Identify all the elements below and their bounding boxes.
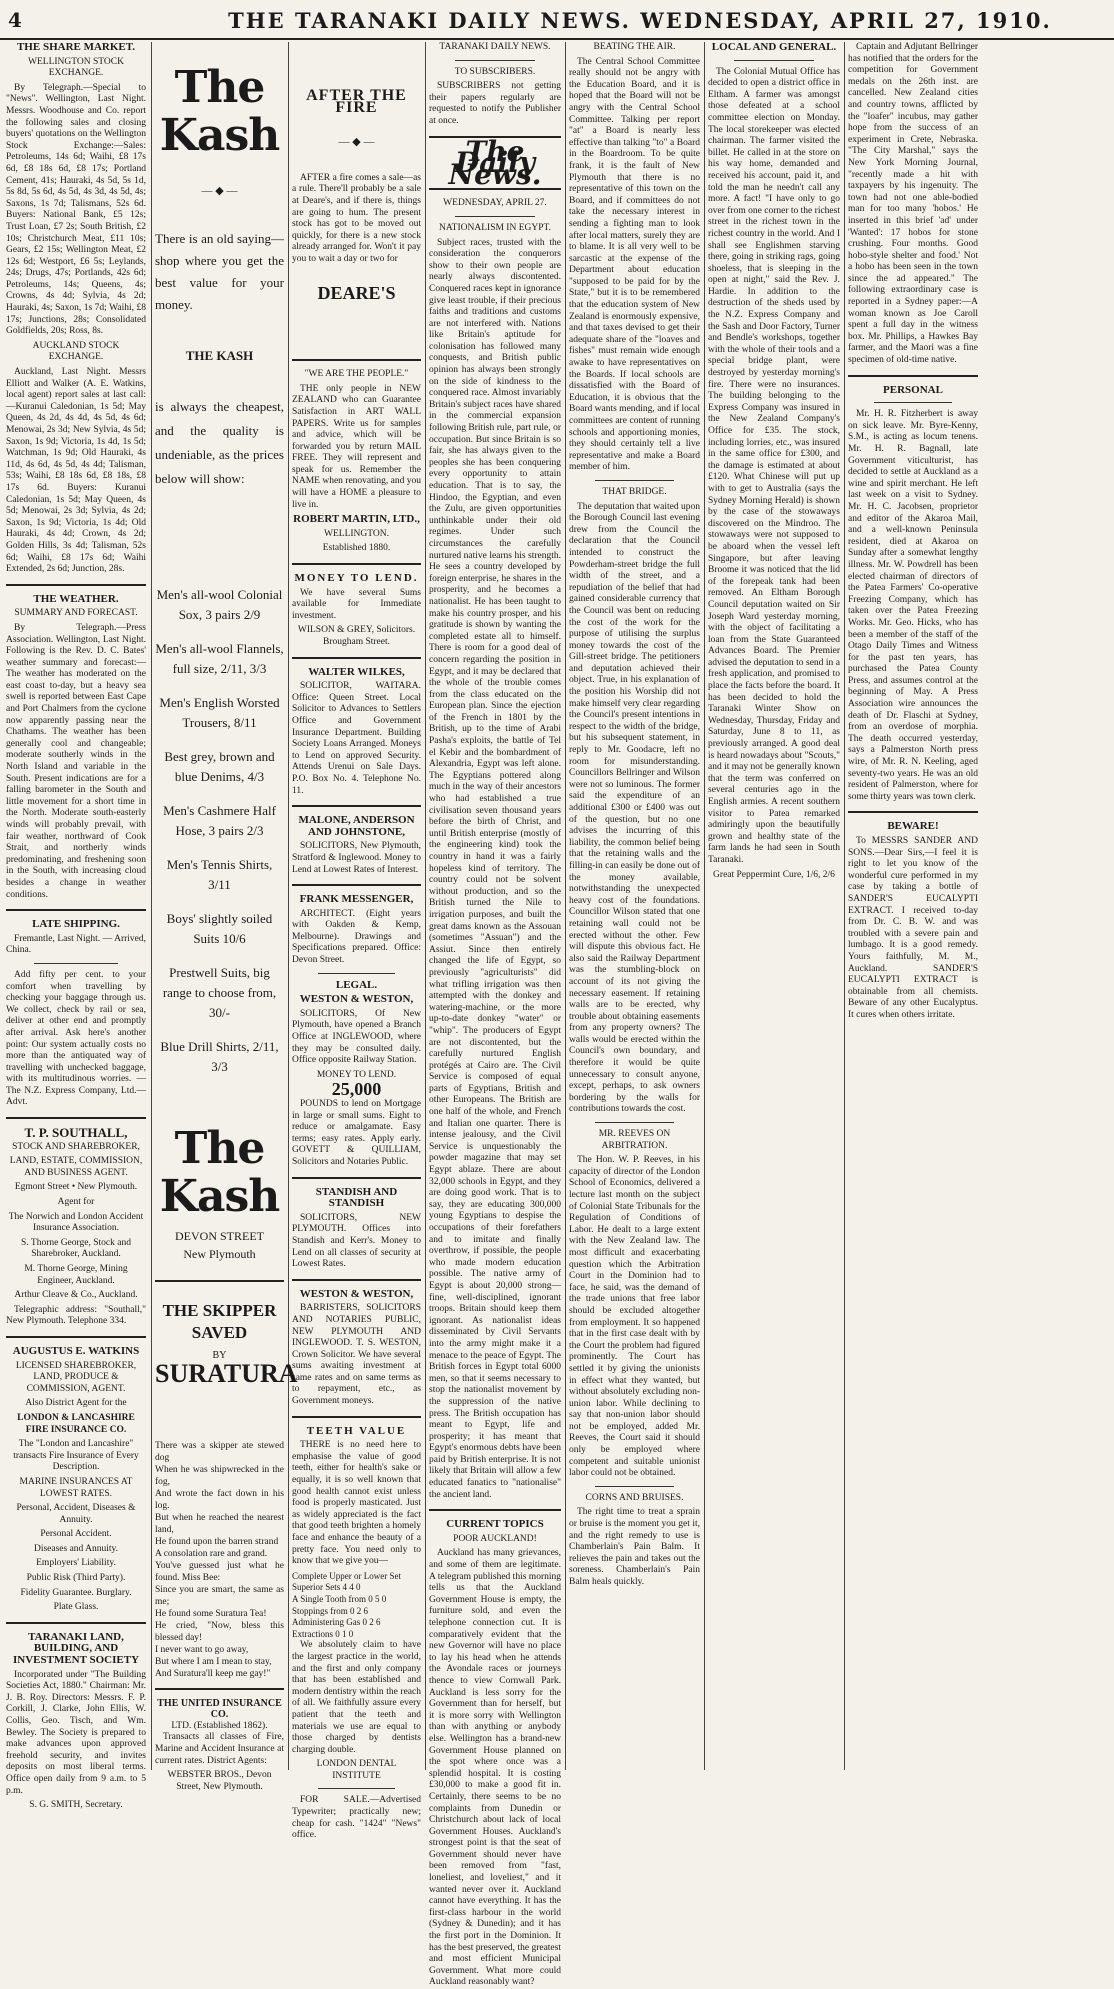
poor-auckland-heading: POOR AUCKLAND! [453, 1533, 537, 1544]
watkins-line: LONDON & LANCASHIRE FIRE INSURANCE CO. [17, 1412, 135, 1435]
teeth-price-list [292, 1571, 421, 1641]
share-market-heading: THE SHARE MARKET. [16, 41, 136, 53]
poem-line: And wrote the fact down in his log. [155, 1488, 284, 1511]
reeves-heading: MR. REEVES ON ARBITRATION. [598, 1129, 671, 1151]
united-text: Transacts all classes of Fire, Marine and Accident Insurance at current rates. District Agents: [155, 1732, 284, 1766]
standish-text: SOLICITORS, NEW PLYMOUTH. Offices into Standish and Kerr's. Money to Lend on all classes of security at Lowest Rates. [292, 1212, 421, 1270]
skipper-heading: THE SKIPPER SAVED [162, 1301, 277, 1343]
price-item: Men's English Worsted Trousers, 8/11 [159, 695, 280, 731]
teeth-price-row: Superior Sets 4 4 0 [292, 1582, 361, 1593]
money2-text: POUNDS to lend on Mortgage in large or small sums. Eight to reduce or amalgamate. Easy terms; easy rates. Apply early. GOVETT & QUILLIAM, Solicitors and Notaries Public. [292, 1099, 421, 1167]
teeth-price-row: Complete Upper or Lower Set [292, 1570, 401, 1581]
telegraphic-address: Telegraphic address: "Southall," New Plymouth. Telephone 334. [6, 1304, 146, 1327]
suratura-brand: SURATURA [155, 1358, 298, 1388]
southall-address: Egmont Street • New Plymouth. [14, 1182, 138, 1193]
wilkes-heading: WALTER WILKES, [308, 665, 405, 678]
watkins-line: Also District Agent for the [25, 1398, 127, 1409]
current-topics-heading: CURRENT TOPICS [446, 1518, 544, 1531]
column-share-market [6, 41, 146, 1811]
malone-heading: MALONE, ANDERSON AND JOHNSTONE, [298, 814, 415, 838]
bridge-text: The deputation that waited upon the Borough Council last evening drew from the Council the declaration that the Council intended to construct the Powderham-street bridge the full width of the street, and a repudiation of the belief that had gained considerable currency that the Council was bent on reducing the cost of the work for the purpose of utilising the surplus money towards the cost of the Gill-street bridge. The petitioners and deputation achieved their object. True, in his explanation of the position his Worship did not make himself very clear regarding the Council's present intentions in respect to the width of the bridge, but his subsequent statement, in reply to Mr. Goodacre, left no room for misunderstanding. Councillors Bellringer and Wilson were not so luminous. The former said the expenditure of an additional £300 or £400 was out of the question, but no one advises the incurring of this liability, the common belief being that the retaining walls and the filling-in can easily be done out of the money available, notwithstanding the unexpected heavy cost of the foundations. Councillor Wilson stated that one retaining wall could not be erected without the other. Few will dispute this obvious fact. He also said the Railway Department was the stumbling-block on account of its not giving the necessary easement. If retaining walls are to be erected, why trouble about obtaining easements from any property owners? The walls would be erected within the Council's own boundary, and therefore it would be quite unnecessary to consult anyone, except, perhaps, to ask owners bordering by the walls for contributions towards the cost. [569, 501, 700, 1115]
webster-bros: WEBSTER BROS., Devon Street, New Plymouth. [167, 1770, 272, 1792]
to-subscribers: TO SUBSCRIBERS. [454, 66, 536, 77]
wellington-heading: WELLINGTON STOCK EXCHANGE. [28, 56, 124, 79]
money-text: We have several Sums available for Immediate investment. [292, 587, 421, 621]
auckland-heading: AUCKLAND STOCK EXCHANGE. [32, 340, 120, 363]
martin-city: WELLINGTON. [324, 528, 389, 539]
local-general-heading: LOCAL AND GENERAL. [711, 41, 837, 53]
poem-line: He found upon the barren strand [155, 1536, 279, 1547]
agent-for: Agent for [57, 1197, 95, 1208]
teeth-price-row: A Single Tooth from 0 5 0 [292, 1593, 387, 1604]
bridge-heading: THAT BRIDGE. [602, 486, 667, 497]
frank-text: ARCHITECT. (Eight years with Oakden & Kemp, Melbourne). Drawings and Specifications prepared. Office: Devon Street. [292, 908, 421, 966]
poem-line: He found some Suratura Tea! [155, 1608, 267, 1619]
frank-heading: FRANK MESSENGER, [299, 893, 414, 906]
taranaki-building-text: Incorporated under "The Building Societies Act, 1880." Chairman: Mr. J. B. Roy. Directors: Messrs. F. P. Corkill, J. Clarke, John Ellis, W. Collis, Geo. Tisch, and Wm. Bewley. The Society is prepared to make advances upon approved freehold security, and invites deposits on most liberal terms. Office open daily from 9 a.m. to 5 p.m. [6, 1669, 146, 1796]
local-general-text: The Colonial Mutual Office has decided to open a district office in Eltham. A farmer was amongst those defeated at a school committee election on Monday. The local storekeeper was elected chairman. The farmer visited the billet. He called in at the store on his way home, demanded and received his account, paid it, and told the man he needn't call any more. A fact! "I have only to go over from one corner to the richest street in the richest town in the richest country in the world. And I shall see Englishmen starving there, going in striking rags, going shoeless, that is sleeping in the open at night," said the Rev. J. Hardie. In addition to the destruction of the sheds used by the N.Z. Express Company and the Sash and Door Factory, Turner and Bendle's workshops, together with the whole of their tools and a special bridge plant, were destroyed by yesterday morning's fire. There were no insurances. The building belonging to the Express Company was insured in the New Zealand Company's Office for £35. The stock, including lorries, etc., was insured in the same office for £300, and the damage is estimated at about £120. What Chinese will put up with to get to Australia (says the Sydney Morning Herald) is shown by the case of the stowaways discovered on the Mindroo. The stowaways were not supposed to be aboard when the vessel left Singapore, but after leaving Broome it was noticed that the lid of the forepeak tank had been removed. An Eltham Borough Council deputation waited on Sir Joseph Ward yesterday morning, with the object of facilitating a loan from the State Guaranteed Advances Board. The Premier advised the deputation to send in a fresh application, and promised to place the facts before the board. It has been decided to hold the Taranaki Winter Show on Wednesday, Thursday, Friday and Saturday, June 8 to 11, as previously arranged. A good deal is heard nowadays about "Scouts," and it may not be generally known that the term was conferred on several centuries ago in the English armies. A recent southern visitor to Patea remarked admiringly upon the beautifully grown and healthy state of the farm lands he had seen in South Taranaki. [708, 66, 840, 865]
price-item: Blue Drill Shirts, 2/11, 3/3 [160, 1039, 279, 1075]
column-rule [151, 42, 152, 1770]
agency: M. Thorne George, Mining Engineer, Auckland. [24, 1264, 128, 1286]
poem-line: He cried, "Now, bless this blessed day! [155, 1620, 284, 1643]
united-insurance: THE UNITED INSURANCE CO. [157, 1697, 282, 1721]
watkins-item: Employers' Liability. [36, 1558, 116, 1569]
subscribers-text: SUBSCRIBERS not getting their papers regularly are requested to notify the Publisher at once. [429, 81, 561, 126]
united-sub: LTD. (Established 1862). [171, 1720, 268, 1731]
money2-heading: MONEY TO LEND. [316, 1069, 397, 1080]
agency: The Norwich and London Accident Insurance Association. [8, 1211, 144, 1234]
weston-text: SOLICITORS, Of New Plymouth, have opened a Branch Office at INGLEWOOD, where they may be consulted daily. Office opposite Railway Station. [292, 1008, 421, 1066]
watkins-name: AUGUSTUS E. WATKINS [12, 1344, 140, 1357]
wellington-report: By Telegraph.—Special to "News". Wellington, Last Night. Messrs. Woodhouse and Co. report the following sales and closing buyers' quotations on the Wellington Stock Exchange:—Sales: Petroleums, 14s 6d; Waihi, £8 17s 6d, £8 18s 6d, £8 17s; Portland Cement, 41s; Hauraki, 4s 5d, 5s 1d, 5s 8d, 5s 6d, 4s 5d, 4s 3d, 4s 5d, 4s; Saxons, 1s 7d; Talismans, 52s 6d. Buyers: National Bank, £5 12s; Trust Loan, £7 2s; South British, £2 10s; Christchurch Meat, £11 10s; Gears, £2 15s; Wellington Meat, £2 12s 6d; Westport, £6 5s; Leylands, 24s; Drugs, 47s; Portlands, 42s 6d; Petroleums, 14s; Queens, 4s; Crowns, 4s 4d; Sylvia, 4s 2d; Hauraki, 4s; Saxon, 1s 7d; Waihi, £8 17s; Junctions, 28s; Consolidated Goldfields, 20s; Ross, 8s. [6, 82, 146, 337]
poem-line: When he was shipwrecked in the fog, [155, 1464, 284, 1487]
martin-name: ROBERT MARTIN, LTD., [293, 513, 420, 526]
weather-heading: THE WEATHER. [33, 592, 119, 605]
personal-heading: PERSONAL [883, 383, 943, 396]
people-text: THE only people in NEW ZEALAND who can Guarantee Satisfaction in ART WALL PAPERS. Write us for samples and advice, which will be forwarded you by return MAIL FREE. They will represent and speak for us. Remember the NAME when renovating, and you will have a HOME a pleasure to live in. [292, 383, 422, 510]
watkins-item: Personal Accident. [40, 1529, 112, 1540]
weston2-text: BARRISTERS, SOLICITORS AND NOTARIES PUBLIC, NEW PLYMOUTH AND INGLEWOOD. T. S. WESTON, Crown Solicitor. We have several sums awaiting investment at same rates and on same terms as to repayment, etc., as Government moneys. [292, 1303, 421, 1407]
daily-news-masthead: The Daily News. [448, 134, 542, 191]
beating-heading: BEATING THE AIR. [593, 42, 676, 52]
poem-line: But when he reached the nearest land, [155, 1512, 284, 1535]
poem-line: There was a skipper ate stewed dog [155, 1440, 284, 1463]
price-item: Boys' slightly soiled Suits 10/6 [166, 911, 273, 947]
cheapest-text: is always the cheapest, and the quality is undeniable, as the prices below will show: [155, 399, 284, 487]
price-item: Men's Cashmere Half Hose, 3 pairs 2/3 [163, 803, 276, 839]
page-number: 4 [8, 8, 22, 32]
legal-heading: LEGAL. [335, 978, 378, 991]
price-item: Prestwell Suits, big range to choose from, 30/- [162, 965, 277, 1021]
standish-heading: STANDISH AND STANDISH [315, 1185, 398, 1210]
malone-text: SOLICITORS, New Plymouth, Stratford & Inglewood. Money to Lend at Lowest Rates of Interest. [292, 841, 421, 875]
old-saying: There is an old saying— shop where you get the best value for your money. [155, 230, 284, 312]
watkins-line: LICENSED SHAREBROKER, LAND, PRODUCE & COMMISSION, AGENT. [15, 1360, 137, 1394]
beating-text: The Central School Committee really should not be angry with the Education Board, and it is hoped that the Board will not be angry with the Central School Committee. Talking per report "at" a Board is nearly less effective than talking "to" a Board in the Boardroom. To be quite frank, it is the fault of New Plymouth that there is no representative of this town on the Board, and if committees do not take the necessary interest in sending a fighting man to look after local matters, surely they are to blame. It is all very well to be sarcastic at the expense of the Department about education "supposed to be paid for by the State," but it is to be remembered that the education system of New Zealand is enormously expensive, and that taxes devised to get their adequate share of the "loaves and fishes" must remain wide enough awake to have representatives on the Boards. If local schools are dissatisfied with the Board of Education, it is obvious that the Board wants mending, and if local committees are content of running schools and apportioning monies, they should certainly tell a live representative and make a Board member of him. [569, 56, 700, 473]
weather-subheading: SUMMARY AND FORECAST. [14, 608, 138, 619]
egypt-text: Subject races, trusted with the consideration the conquerors show to their own people are nearly always discontented. Conquered races kept in ignorance give least trouble, if their precious faiths and traditions and customs are not interfered with. Nations like Britain's aptitude for colonisation has followed many conquests, and British public opinion has always been strongly on the side of kindness to the conquered race. Almost invariably Britain's subject races have shared in the commercial expansion following British rule, part rule, or occupation. But since Britain is so fair, she has always given to the peoples she has been conquering every opportunity to attain education. That is to say, the Hindoo, the Egyptian, and even the Zulu, are given opportunities unthinkable under their old regimes. Under such circumstances the carefully nurtured native learns his strength. He sees a country developed by foreign enterprise, he shares in the prosperity, and he becomes a nationalist. He has been taught to make his country prosper, and his gratitude is shown by wanting the completed estate all to himself. There is room for a good deal of concern regarding the position in Egypt, and it may be declared that the whole of the trouble comes from the class educated on the European plan. Since the ejection of the French in 1801 by the British, up to the time of Arabi Pasha's exploits, the battle of Tel el Kebir and the bombardment of Alexandria, Egypt was left alone. The Egyptians pottered along much in the way of their ancestors who had established a true civilisation seven thousand years before the birth of Christ, and until British enterprise (mostly of the engineering kind) took the country in hand it was a fairly hopeless kind of territory. The country could not be solvent without production, and so the British turned the Nile to irrigation purposes, and built the great dams known as the Assouan (sometimes "Assuan") and the Assiut. Since then entirely changed the life of Egypt, so previously "agriculturists" did what trifling irrigation was then attempted with the donkey and watering-machine, or the more up-to-date donkey "water" or "whip". The producers of Egypt are not discontented, but the carefully nurtured English protégés at Cairo are. The Civil Service is composed of equal parts of Egyptians, British and other Europeans. The British are one half of the whole, and French and Italian one quarter. There is intense jealousy, and the Civil Service is unquestionably the powder magazine that may set Egypt ablaze. There are about 32,000 schools in Egypt, and they are doing good work. That is to say, they are educating 300,000 young Egyptians to despise the occupations of their forefathers and to imitate and finally overthrow, if possible, the people who made modern education possible. The native army of Egypt is about 20,000 strong—fine, well-disciplined, ignorant troops. Britain should keep them ignorant. As nationalist ideas disseminated by Civil Servants into the army might make it a menace to the peace of Egypt. The British forces in Egypt total 6000 men, so that it seems necessary to stop the nationalist movement by the suppression of the native press. The British occupation has meant to Egypt, life and prosperity; it has meant that Egypt's enormous debts have been paid by British enterprise. It is not likely that Britain will allow a few educated fanatics to "nationalise" the ancient land. [429, 237, 561, 1500]
money-signature: WILSON & GREY, Solicitors. Brougham Street. [297, 625, 416, 647]
column-editorial-2 [569, 42, 700, 1770]
taranaki-building-signature: S. G. SMITH, Secretary. [29, 1800, 123, 1811]
teeth-price-row: Extractions 0 1 0 [292, 1628, 354, 1639]
poem-line: A consolation rare and grand. [155, 1548, 268, 1559]
london-dental: LONDON DENTAL INSTITUTE [316, 1759, 397, 1781]
watkins-item: Fidelity Guarantee. Burglary. [20, 1587, 132, 1598]
price-item: Men's all-wool Flannels, full size, 2/11, 3/3 [155, 641, 284, 677]
teeth-more: We absolutely claim to have the largest practice in the world, and the first and only company that has been established and modern dentistry within the reach of all. We faithfully assure every patient that the teeth and materials we use are equal to those charged by dentists charging double. [292, 1640, 421, 1755]
continued-text: Captain and Adjutant Bellringer has notified that the orders for the competition for Government medals on the 26th inst. are cancelled. New Zealand cities and country towns, afflicted by the "loafer" incubus, may gather hope from the success of an experiment in Crete, Nebraska. "The City Marshal," says the New York Morning Journal, "recently made a hit with taxpayers by his ingenuity. The town had not one able-bodied man for too many 'hobos.' He inserted in this brief 'ad' under 'Wanted': 17 hobos for stone crushing. Four months. Good hobo-style shelter and food.' Not a hobo has been seen in the town since the ad appeared." The following extraordinary case is reported in a Sydney paper:—A woman known as Joe Caroll spent a full day in the witness box. Mr. Phillips, a Hawkes Bay farmer, and the Maori was a fine specimen of old-time native. [848, 42, 978, 366]
poem-line: And Suratura'll keep me gay!" [155, 1668, 271, 1679]
column-legal-notices: AFTER THE FIRE — ◆ — AFTER a fire comes a sale—as a rule. There'll probably be a sale at Deare's, and if there is, things are going to hum. The present stock has got to be moved out quickly, for there is a new stock already arranged for. Won't it pay you to wait a day or two for DEARE'S "WE ARE THE PEOPLE." THE only people in NEW ZEALAND who can Guarantee Satisfaction in ART WALL PAPERS. Write us for samples and advice, which will be forwarded you by return MAIL FREE. They will represent and speak for us. Remember the NAME when renovating, and you will have a HOME a pleasure to live in. ROBERT MARTIN, LTD., WELLINGTON. Established 1880. MONEY TO LEND. We have several Sums available for Immediate investment. WILSON & GREY, Solicitors. Brougham Street. WALTER WILKES, SOLICITOR, WAITARA. Office: Queen Street. Local Solicitor to Advances to Settlers Office and Government Insurance Department. Building Society Loans Arranged. Moneys to Lend on approved Security. Attends Urenui on Sale Days. P.O. Box No. 4. Telephone No. 11. MALONE, ANDERSON AND JOHNSTONE, SOLICITORS, New Plymouth, Stratford & Inglewood. Money to Lend at Lowest Rates of Interest. FRANK MESSENGER, ARCHITECT. (Eight years with Oakden & Kemp, Melbourne). Drawings and Specifications prepared. Office: Devon Street. LEGAL. WESTON & WESTON, SOLICITORS, Of New Plymouth, have opened a Branch Office at INGLEWOOD, where they may be consulted daily. Office opposite Railway Station. MONEY TO LEND. 25,000 POUNDS to lend on Mortgage in large or small sums. Eight to reduce or amalgamate. Easy terms; easy rates. Apply early. GOVETT & QUILLIAM, Solicitors and Notaries Public. STANDISH AND STANDISH SOLICITORS, NEW PLYMOUTH. Offices into Standish and Kerr's. Money to Lend on all classes of security at Lowest Rates. WESTON & WESTON, BARRISTERS, SOLICITORS AND NOTARIES PUBLIC, NEW PLYMOUTH AND INGLEWOOD. T. S. WESTON, Crown Solicitor. We have several sums awaiting investment at same rates and on same terms as to repayment, etc., as Government moneys. TEETH VALUE THERE is no need here to emphasise the value of good teeth, either for health's sake or equally, it is so well known that good health cannot exist unless food is properly masticated. Just as widely appreciated is the fact that good teeth brighten a homely face and enhance the beauty of a pretty face. You need only to know that we give you— Complete Upper or Lower Set Superior Sets 4 4 0 A Single Tooth from 0 5 0 Stoppings from 0 2 6 Administering Gas 0 2 6 Extractions 0 1 0 We absolutely claim to have the largest practice in the world, and the first and only company that has been established and modern dentistry within the reach of all. We faithfully assure every patient that the teeth and materials we use are equal to those charged by dentists charging double. LONDON DENTAL INSTITUTE FOR SALE.—Advertised Typewriter; practically new; cheap for cash. "1424" "News" office. [292, 87, 422, 1841]
newspaper-title: THE TARANAKI DAILY NEWS. WEDNESDAY, APRIL 27, 1910. [228, 8, 1052, 33]
personal-text: Mr. H. R. Fitzherbert is away on sick leave. Mr. Byre-Kenny, S.M., is acting as locum tenens. Mr. H. R. Bagnall, late Government viticulturist, has decided to settle at Auckland as a wine and spirit merchant. He left last week on a visit to Sydney. Mr. H. C. Jacobsen, proprietor and editor of the Akaroa Mail, and a well-known Peninsula resident, died at Akaroa on Sunday after a somewhat lengthy illness. Mr. W. Powdrell has been elected chairman of directors of the Patea Farmers' Co-operative Freezing Company, which has taken over the Patea Freezing Works. Mr. Geo. Hicks, who has been a member of the staff of the Otago Daily Times and Witness for the past ten years, has purchased the Patea County Press, and assumes control at the beginning of May. A Press Association wire announces the death of Dr. Flaschi at Sydney, from an overdose of morphia. The death occurred yesterday, says a Palmerston North press wire, of Mr. R. N. Keeling, aged seventy-two years. He was an old resident of Palmerston, where for some thirty years was town clerk. [848, 409, 978, 802]
kash-logo: The Kash [159, 62, 280, 161]
teeth-text: THERE is no need here to emphasise the value of good teeth, either for health's sake or equally, it is so well known that good health cannot exist unless food is properly masticated. Just as widely appreciated is the fact that good teeth brighten a homely face and enhance the beauty of a pretty face. You need only to know that we give you— [292, 1440, 421, 1567]
teeth-heading: TEETH VALUE [306, 1424, 407, 1437]
reeves-text: The Hon. W. P. Reeves, in his capacity of director of the London School of Economics, delivered a lecture last month on the subject of Colonial State Tribunals for the Regulation of Conditions of Labor. He dealt to a large extent with the New Zealand law. The most difficult and exacerbating question which the Arbitration Court in the Dominion had to face, he said, was the demand of the trade unions that free labor should be excluded altogether from employment. It so happened that in the first case dealt with by the Court the problem had figured prominently. The Court has settled it by giving the unionists in effect what they wanted, but without absolutely excluding non-union labor. While declining to say that non-union labor should not be employed, added Mr. Reeves, the Court said it should only be employed where competent and suitable unionist labor could not be obtained. [569, 1155, 700, 1479]
watkins-line: MARINE INSURANCES AT LOWEST RATES. [19, 1476, 133, 1499]
skipper-poem [155, 1440, 284, 1680]
price-item: Best grey, brown and blue Denims, 4/3 [164, 749, 275, 785]
watkins-item: Personal, Accident, Diseases & Annuity. [16, 1503, 136, 1525]
column-rule [565, 42, 566, 1770]
kash-caps: THE KASH [185, 347, 254, 363]
column-editorial [429, 42, 561, 1988]
after-fire-text: AFTER a fire comes a sale—as a rule. There'll probably be a sale at Deare's, and if there is, things are going to hum. The present stock has got to be moved out quickly, for there is a new stock already arranged for. Won't it pay you to wait a day or two for [292, 172, 421, 264]
egypt-heading: NATIONALISM IN EGYPT. [439, 222, 551, 233]
after-fire-heading: AFTER THE FIRE [306, 87, 407, 116]
watkins-item: Diseases and Annuity. [33, 1543, 119, 1554]
martin-established: Established 1880. [322, 543, 391, 554]
poem-line: But where I am I mean to stay, [155, 1656, 272, 1667]
people-heading: "WE ARE THE PEOPLE." [304, 369, 409, 380]
beware-text: To MESSRS SANDER AND SONS.—Dear Sirs,—I feel it is right to let you know of the wonderful cure performed in my case by taking a bottle of SANDER'S EUCALYPTI EXTRACT. I received to-day from Dr. C. B. W. and was troubled with a severe pain and lumbago. It is a good remedy. Yours faithfully, M. M., Auckland. SANDER'S EUCALYPTI EXTRACT is obtainable from all chemists. Beware of any other Eucalyptus. It cures when others irritate. [848, 836, 978, 1020]
taranaki-building-heading: TARANAKI LAND, BUILDING, AND INVESTMENT SOCIETY [12, 1630, 140, 1667]
teeth-price-row: Stoppings from 0 2 6 [292, 1605, 369, 1616]
tdn-label: TARANAKI DAILY NEWS. [439, 42, 551, 52]
column-rule [425, 42, 426, 1770]
column-rule [844, 42, 845, 1770]
corns-heading: CORNS AND BRUISES. [585, 1492, 684, 1503]
watkins-item: Plate Glass. [53, 1602, 99, 1613]
beware-heading: BEWARE! [887, 820, 939, 833]
current-topics-text: Auckland has many grievances, and some of them are legitimate. A telegram published this morning tells us that the Auckland Government House is empty, the furniture sold, and even the telephone connection cut. It is comparatively evident that the new Governor will have no place to lay his head when he attends the Avondale races or journeys thence to view Cornwall Park. Auckland is less sorry for the Government than for herself, but it is more sorry with Wellington than with anything or anybody else. Wellington has a brand-new Government House planned on the spot where once was a splendid hospital. It is costing £30,000 to make a good fit in. Certainly, there seems to be no complaints from Dunedin or Christchurch about lack of local Government Houses. Auckland's strongest point is that the seat of Government should never have been removed from "fast, loneliest, and loveliest," and it wanted never over it. Auckland cannot have everything. It has the first-class harbour in the world (Sydney & Dunedin); and it has the first port in the Dominion. It has the best preserved, the greatest and most efficient Municipal Government. What more could Auckland reasonably want? [429, 1548, 561, 1988]
watkins-line: The "London and Lancashire" transacts Fire Insurance of Every Description. [13, 1439, 139, 1473]
column-local-general [708, 42, 840, 1770]
corns-text: The right time to treat a sprain or bruise is the moment you get it, and the right remedy to use is Chamberlain's Pain Balm. It relieves the pain and takes out the soreness. Chamberlain's Pain Balm heals quickly. [569, 1507, 700, 1587]
column-kash-advert: The Kash — ◆ — There is an old saying— shop where you get the best value for your money. THE KASH is always the cheapest, and the quality is undeniable, as the prices below will show: Men's all-wool Colonial Sox, 3 pairs 2/9 Men's all-wool Flannels, full size, 2/11, 3/3 Men's English Worsted Trousers, 8/11 Best grey, brown and blue Denims, 4/3 Men's Cashmere Half Hose, 3 pairs 2/3 Men's Tennis Shirts, 3/11 Boys' slightly soiled Suits 10/6 Prestwell Suits, big range to choose from, 30/- Blue Drill Shirts, 2/11, 3/3 The Kash DEVON STREET New Plymouth THE SKIPPER SAVED BY SURATURA There was a skipper ate stewed dog When he was shipwrecked in the fog, And wrote the fact down in his log. But when he reached the nearest land, He found upon the barren strand A consolation rare and grand. You've guessed just what he found. Miss Bee: Since you are smart, the same as me; He found some Suratura Tea! He cried, "Now, bless this blessed day! I never want to go away, But where I am I mean to stay, And Suratura'll keep me gay!" THE UNITED INSURANCE CO. LTD. (Established 1862). Transacts all classes of Fire, Marine and Accident Insurance at current rates. District Agents: WEBSTER BROS., Devon Street, New Plymouth. [155, 62, 298, 1792]
pounds-amount: 25,000 [331, 1079, 382, 1100]
new-plymouth: New Plymouth [183, 1246, 256, 1261]
devon-street: DEVON STREET [175, 1229, 264, 1244]
column-rule [704, 42, 705, 1770]
poem-line: I never want to go away, [155, 1644, 249, 1655]
southall-line: LAND, ESTATE, COMMISSION, AND BUSINESS AGENT. [9, 1156, 143, 1178]
column-personal [848, 42, 978, 1770]
shipping-heading: LATE SHIPPING. [32, 918, 120, 931]
agency: Arthur Cleave & Co., Auckland. [14, 1290, 138, 1301]
poem-line: Since you are smart, the same as me; [155, 1584, 284, 1607]
for-sale: FOR SALE.—Advertised Typewriter; practically new; cheap for cash. "1424" "News" office. [292, 1795, 421, 1841]
watkins-item: Public Risk (Third Party). [26, 1573, 126, 1584]
weather-report: By Telegraph.—Press Association. Wellington, Last Night. Following is the Rev. D. C. Bates' weather summary and forecast:—The weather has moderated on the east coast to-day, but a heavy sea swell is reported between East Cape and Port Chalmers from the cyclone now apparently passing near the Chathams. The weather has been generally cool and changeable; moderate southerly winds in the North Island and variable in the South. Present indications are for a falling barometer in the South and little movement for a short time in the North. Moderate south-easterly winds will probably prevail, with fair weather, northward of Cook Strait, and northerly winds predominating, and freshening soon in the South, with increasing cloud besides a change in weather conditions. [6, 622, 146, 900]
editorial-date: WEDNESDAY, APRIL 27. [443, 198, 547, 209]
southall-line: STOCK AND SHAREBROKER, [12, 1141, 140, 1152]
shipping-report: Fremantle, Last Night. — Arrived, China. [6, 933, 146, 956]
southall-name: T. P. SOUTHALL, [24, 1125, 128, 1141]
price-item: Men's all-wool Colonial Sox, 3 pairs 2/9 [156, 587, 283, 623]
deares-name: DEARE'S [317, 282, 396, 303]
teeth-price-row: Administering Gas 0 2 6 [292, 1617, 381, 1628]
peppermint-cure: Great Peppermint Cure, 1/6, 2/6 [713, 869, 835, 880]
kash-logo: The Kash [159, 1123, 280, 1223]
price-item: Men's Tennis Shirts, 3/11 [166, 857, 273, 893]
express-advert: Add fifty per cent. to your comfort when travelling by checking your baggage through us. We collect, check by rail or sea, deliver at other end and promptly after arrival. Ask here's another point: Our system actually costs no more than the antiquated way of travelling with unchecked baggage, with its multitudinous worries. — The N.Z. Express Company, Ltd.—Advt. [6, 969, 146, 1108]
poem-line: You've guessed just what he found. Miss Bee: [155, 1560, 284, 1583]
wilkes-text: SOLICITOR, WAITARA. Office: Queen Street. Local Solicitor to Advances to Settlers Office and Government Insurance Department. Building Society Loans Arranged. Moneys to Lend on approved Security. Attends Urenui on Sale Days. P.O. Box No. 4. Telephone No. 11. [292, 681, 421, 796]
auckland-report: Auckland, Last Night. Messrs Elliott and Walker (A. E. Watkins, local agent) report sales at last call:—Kuranui Caledonian, 1s 5d; May Queen, 4s 2d, 4s 4d, 4s 5d, 4s 6d; Menowai, 2s 3d; New Sylvia, 4s 5d; Saxon, 1s 9d; Victoria, 1s 4d, 1s 5d; Watchman, 1s 9d; Old Hauraki, 4s 11d, 4s 6d, 4s 5d, 4s 4d; Talisman, 53s; Waihi, £8 18s 6d, £8 18s, £8 17s 6d. Buyers: Kuranui Caledonian, 1s 5d; May Queen, 4s 5d; Menowai, 2s 3d; Sylvia, 4s 2d; Saxon, 1s 9d; Victoria, 1s 4d; Old Hauraki, 4s 4d; Crown, 4s 2d; Golden Hills, 3s 4d; Talisman, 52s 6d; Waihi, £8 17s 6d; Waihi Extended, 2s 6d; Junction, 28s. [6, 367, 146, 575]
by-label: BY [212, 1350, 227, 1362]
column-rule [288, 42, 289, 1770]
weston2-heading: WESTON & WESTON, [299, 1287, 414, 1300]
masthead [0, 0, 1114, 40]
agency: S. Thorne George, Stock and Sharebroker, Auckland. [21, 1237, 131, 1260]
money-heading: MONEY TO LEND. [294, 572, 419, 585]
weston-heading: WESTON & WESTON, [299, 993, 414, 1006]
